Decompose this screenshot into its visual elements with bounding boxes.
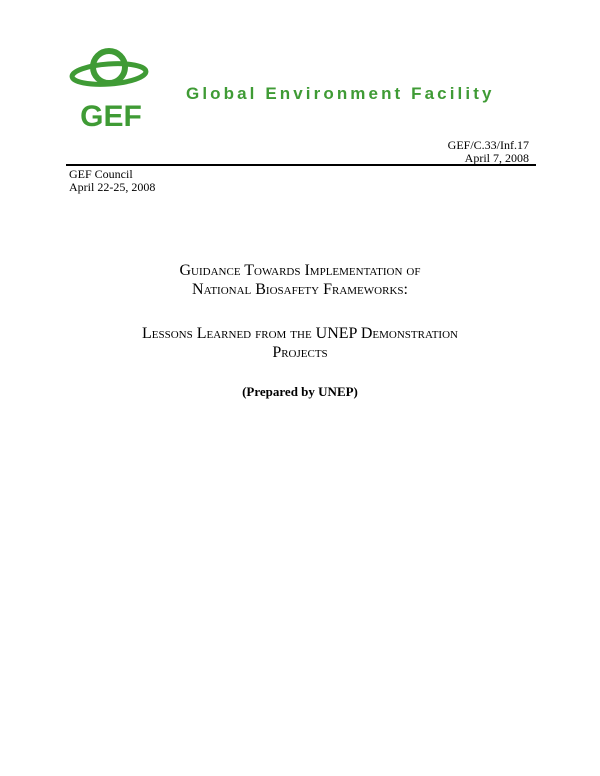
title-line-1: Guidance Towards Implementation of [179,262,421,279]
title-line-2: National Biosafety Frameworks: [192,281,408,298]
meeting-dates: April 22-25, 2008 [69,180,156,194]
prepared-by: (Prepared by UNEP) [242,384,358,399]
logo-text: GEF [80,100,142,133]
globe-orbit-icon [66,44,156,134]
subtitle-line-1: Lessons Learned from the UNEP Demonstration [142,325,458,342]
header-rule [66,164,536,166]
meeting-info [69,168,155,194]
document-subtitle [0,324,600,362]
subtitle-line-2: Projects [272,344,328,361]
gef-logo [66,44,156,134]
organization-name: Global Environment Facility [186,84,495,103]
document-reference: GEF/C.33/Inf.17 [447,138,529,152]
document-meta [448,139,529,165]
document-date: April 7, 2008 [464,151,529,165]
meeting-name: GEF Council [69,167,133,181]
document-title [0,261,600,299]
